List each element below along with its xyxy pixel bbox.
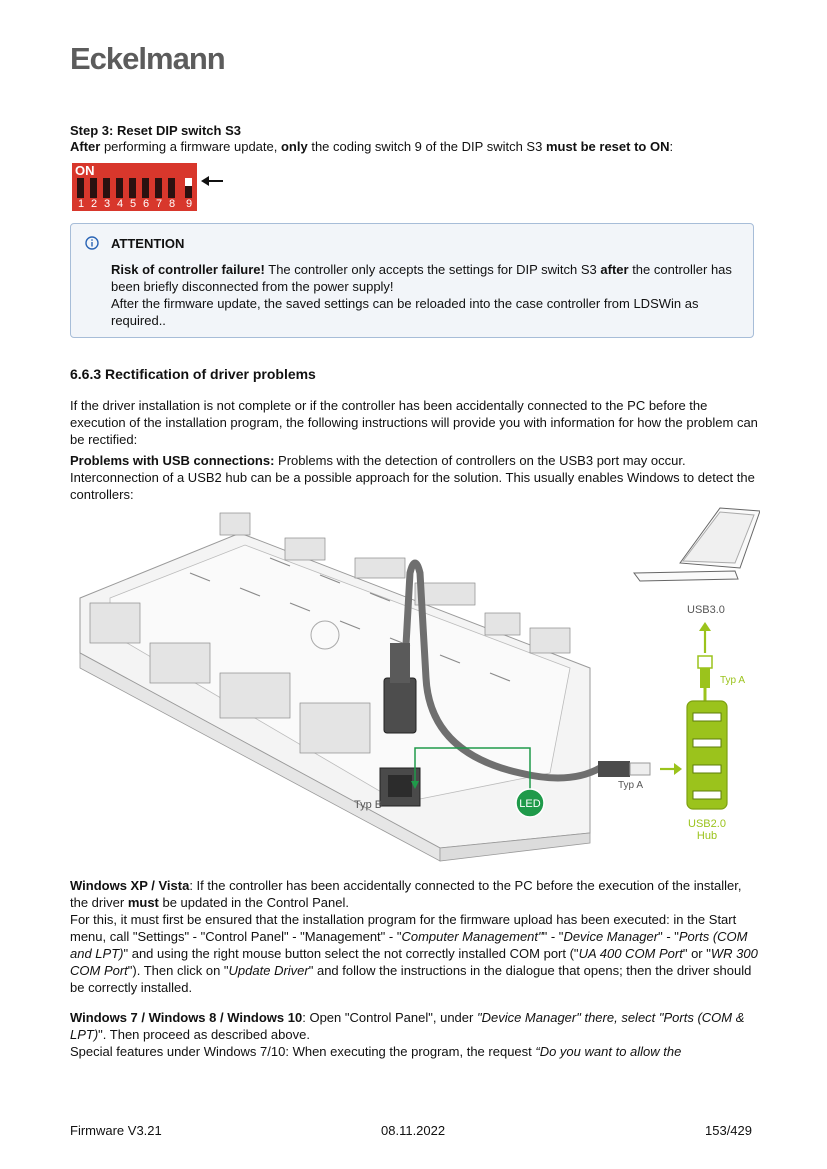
dip-switch-5 [129,178,136,198]
dip-switch-2 [90,178,97,198]
step-text: After performing a firmware update, only the coding switch 9 of the DIP switch S3 must be reset to ON: [70,139,674,154]
dip-number: 3 [103,198,111,210]
usb-paragraph: Problems with USB connections: Problems with the detection of controllers on the USB3 port may occur. Interconnection of a USB2 hub can be a possible approach for the solution. This usually enables Windows to detect the controllers: [70,453,755,502]
info-icon [85,236,99,250]
dip-switch-6 [142,178,149,198]
usb-connection-diagram [70,503,760,873]
typ-b-label: Typ B [354,799,383,811]
dip-switch-8 [168,178,175,198]
usb3-label: USB3.0 [687,604,725,616]
laptop-illustration [634,508,760,581]
company-logo: Eckelmann [70,41,225,76]
dip-number: 9 [185,198,193,210]
dip-switch-9 [185,178,192,198]
dip-switch-7 [155,178,162,198]
dip-number: 7 [155,198,163,210]
windows-7-paragraph: Windows 7 / Windows 8 / Windows 10: Open "Control Panel", under "Device Manager" there, select "Ports (COM & LPT)". Then proceed as described above. Special features under Windows 7/10: When executing the program, the request “Do you want to allow the [70,1010,745,1059]
windows-xp-paragraph: Windows XP / Vista: If the controller has been accidentally connected to the PC before the execution of the installer, the driver must be updated in the Control Panel. For this, it must first be ensured that the installation program for the firmware upload has been executed: in the Start menu, call "Settings" - "Control Panel" - "Management" - "Computer Management"" - "Device Manager" - "Ports (COM and LPT)" and using the right mouse button select the not correctly installed COM port ("UA 400 COM Port" or "WR 300 COM Port"). Then click on "Update Driver" and follow the instructions in the dialogue that opens; then the driver should be correctly installed. [70,878,758,995]
dip-number: 5 [129,198,137,210]
attention-title: ATTENTION [111,236,185,251]
arrow-left-icon [201,176,223,186]
typ-a-bottom-label: Typ A [618,780,644,791]
dip-on-label: ON [75,163,95,178]
hub-label-line1: USB2.0 [688,818,726,830]
section-heading: 6.6.3 Rectification of driver problems [70,366,316,382]
hub-label-line2: Hub [696,830,718,842]
step-title: Step 3: Reset DIP switch S3 [70,123,241,138]
dip-switch-1 [77,178,84,198]
dip-switch-3 [103,178,110,198]
dip-number: 8 [168,198,176,210]
attention-body: Risk of controller failure! The controller only accepts the settings for DIP switch S3 after the controller has been briefly disconnected from the power supply! After the firmware update, the saved settings can be reloaded into the case controller from LDSWin as required.. [111,262,732,328]
footer-date: 08.11.2022 [381,1123,446,1138]
controller-illustration [80,513,590,861]
footer-page-number: 153/429 [705,1123,752,1138]
dip-number: 2 [90,198,98,210]
typ-a-top-label: Typ A [720,675,746,686]
usb-b-plug [384,678,416,733]
dip-switch-4 [116,178,123,198]
dip-switch-image [72,163,197,211]
dip-number: 6 [142,198,150,210]
footer-version: Firmware V3.21 [70,1123,162,1138]
intro-paragraph: If the driver installation is not complete or if the controller has been accidentally connected to the PC before the execution of the installation program, the following instructions will provide you with information for how the problem can be rectified: [70,398,758,447]
dip-number: 4 [116,198,124,210]
led-label: LED [519,798,541,810]
dip-number: 1 [77,198,85,210]
